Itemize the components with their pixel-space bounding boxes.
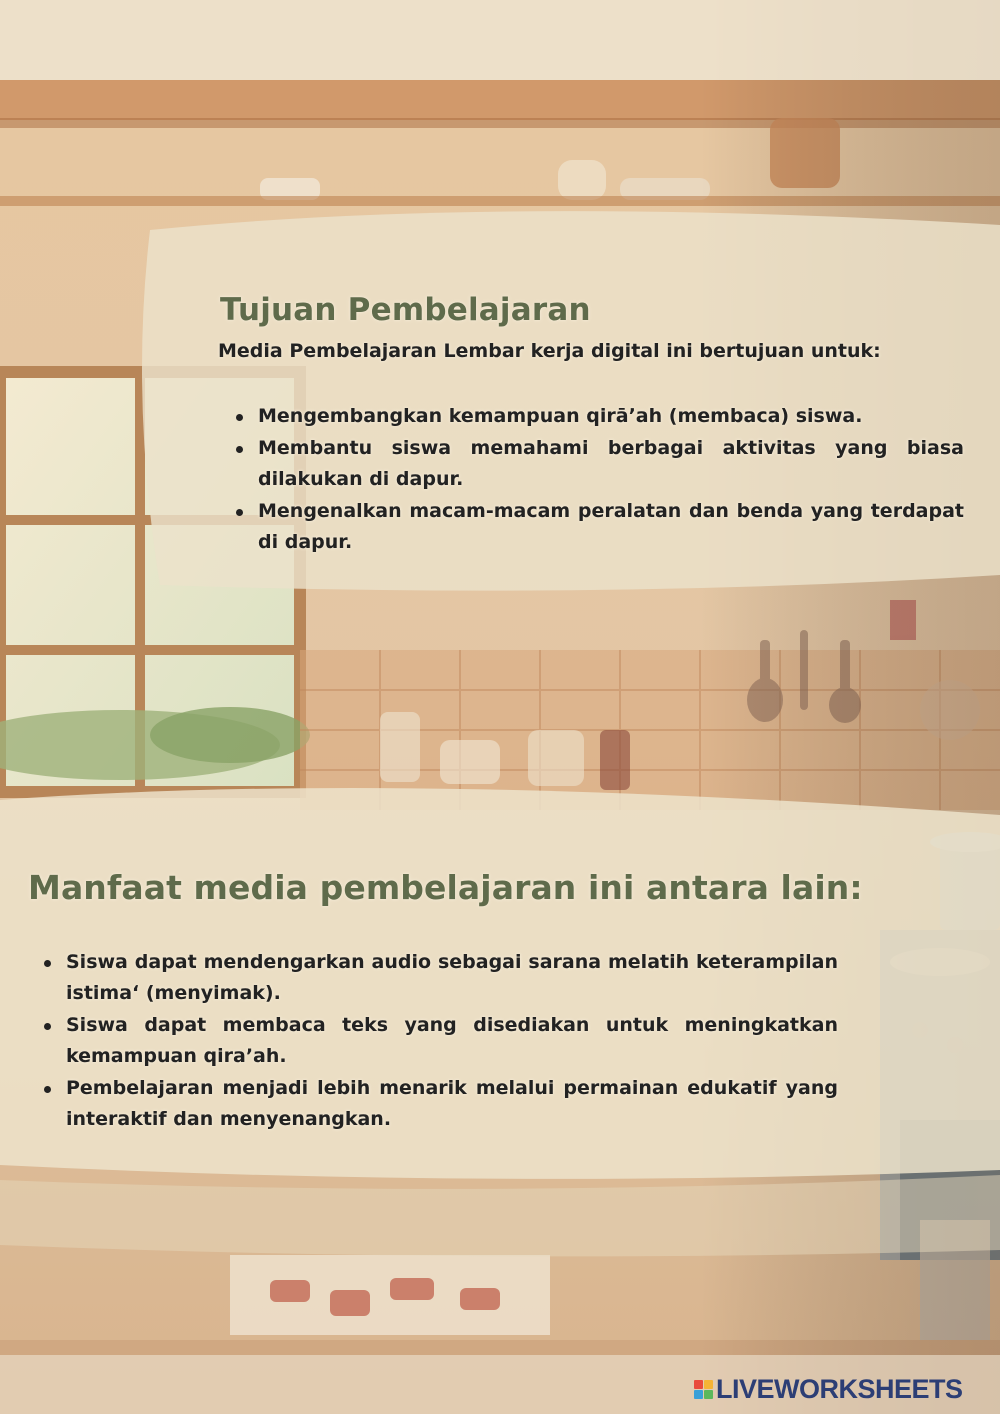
benefits-heading: Manfaat media pembelajaran ini antara lain: [28,868,863,907]
list-item: Membantu siswa memahami berbagai aktivitas yang biasa dilakukan di dapur. [232,433,964,495]
benefits-list [40,947,838,1136]
list-item: Pembelajaran menjadi lebih menarik melalui permainan edukatif yang interaktif dan menyenangkan. [40,1073,838,1135]
list-item: Mengenalkan macam-macam peralatan dan benda yang terdapat di dapur. [232,496,964,558]
objectives-heading: Tujuan Pembelajaran [220,292,591,328]
liveworksheets-logo[interactable] [694,1374,963,1405]
liveworksheets-brand-text: LIVEWORKSHEETS [716,1374,963,1404]
objectives-intro: Media Pembelajaran Lembar kerja digital ini bertujuan untuk: [218,340,881,362]
list-item: Siswa dapat membaca teks yang disediakan untuk meningkatkan kemampuan qira’ah. [40,1010,838,1072]
liveworksheets-logo-icon [694,1380,713,1399]
objectives-list [232,401,964,559]
list-item: Mengembangkan kemampuan qirāʼah (membaca) siswa. [232,401,964,432]
list-item: Siswa dapat mendengarkan audio sebagai sarana melatih keterampilan istimaʻ (menyimak). [40,947,838,1009]
